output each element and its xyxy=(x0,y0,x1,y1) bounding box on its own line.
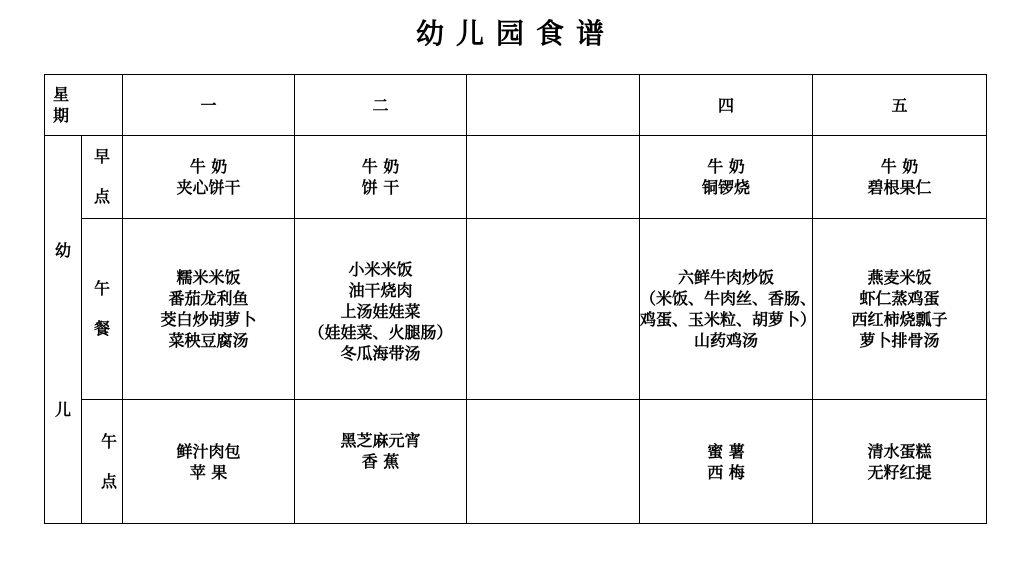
meal-name-char: 餐 xyxy=(94,319,111,338)
day-header-3 xyxy=(467,75,640,136)
menu-cell-empty xyxy=(467,400,640,524)
menu-item: 虾仁蒸鸡蛋 xyxy=(859,289,940,308)
menu-item: 碧根果仁 xyxy=(867,178,932,197)
meal-name-char: 午 xyxy=(101,431,118,451)
menu-item: 萝卜排骨汤 xyxy=(859,331,940,350)
page-title: 幼儿园食谱 xyxy=(415,17,616,50)
menu-item: 糯米米饭 xyxy=(176,268,241,287)
menu-item: 牛 奶 xyxy=(361,157,400,176)
day-header-5: 五 xyxy=(813,75,987,136)
meal-name-breakfast xyxy=(82,136,123,219)
menu-item: 牛 奶 xyxy=(880,157,919,176)
meal-row-snack xyxy=(45,400,987,524)
day-header-1: 一 xyxy=(123,75,295,136)
menu-item: 燕麦米饭 xyxy=(867,268,932,287)
menu-item: 小米米饭 xyxy=(348,260,413,279)
meal-name-snack xyxy=(82,400,123,524)
menu-item: 牛 奶 xyxy=(189,157,228,176)
menu-item: 香 蕉 xyxy=(361,452,400,471)
group-label-char: 幼 xyxy=(54,240,71,260)
menu-cell-empty xyxy=(467,136,640,219)
day-header-2: 二 xyxy=(295,75,467,136)
menu-cell xyxy=(640,400,813,524)
menu-item: 六鲜牛肉炒饭 xyxy=(678,268,775,287)
menu-cell-empty xyxy=(467,219,640,400)
meal-name-char: 点 xyxy=(94,187,111,206)
meal-name-lunch xyxy=(82,219,123,400)
menu-item: 无籽红提 xyxy=(867,462,932,482)
menu-item: 夹心饼干 xyxy=(176,178,241,197)
menu-item: 油干烧肉 xyxy=(348,281,413,300)
menu-item: 清水蛋糕 xyxy=(867,441,932,461)
meal-row-lunch xyxy=(45,219,987,400)
menu-item: 牛 奶 xyxy=(707,157,745,176)
menu-item: 山药鸡汤 xyxy=(694,331,759,350)
menu-item: 菜秧豆腐汤 xyxy=(168,331,249,350)
menu-cell xyxy=(813,219,987,400)
menu-item: 冬瓜海带汤 xyxy=(340,344,421,363)
menu-cell xyxy=(123,400,295,524)
meal-name-char: 早 xyxy=(94,147,111,166)
header-row xyxy=(45,75,987,136)
menu-cell xyxy=(123,136,295,219)
weekday-label: 星 期 xyxy=(45,75,123,136)
menu-item: 番茄龙利鱼 xyxy=(168,289,249,308)
menu-item: 西 梅 xyxy=(707,462,745,482)
menu-item: 蜜 薯 xyxy=(707,441,745,461)
menu-item: 铜锣烧 xyxy=(702,178,751,197)
meal-name-char: 午 xyxy=(94,279,111,298)
menu-cell xyxy=(123,219,295,400)
menu-cell xyxy=(295,219,467,400)
menu-item: 苹 果 xyxy=(189,462,228,482)
menu-table xyxy=(44,74,987,524)
menu-cell xyxy=(640,219,817,400)
menu-item: 鸡蛋、玉米粒、胡萝卜） xyxy=(640,310,817,329)
menu-cell xyxy=(813,136,987,219)
menu-item: 西红柿烧瓢子 xyxy=(851,310,948,329)
menu-item: （米饭、牛肉丝、香肠、 xyxy=(640,289,817,308)
meal-name-char: 点 xyxy=(101,471,118,491)
menu-item: 鲜汁肉包 xyxy=(176,441,241,461)
menu-item: 饼 干 xyxy=(361,178,400,197)
menu-item: 茭白炒胡萝卜 xyxy=(160,310,257,329)
meal-row-breakfast xyxy=(45,136,987,219)
group-label-char: 儿 xyxy=(54,399,71,419)
menu-item: （娃娃菜、火腿肠） xyxy=(308,323,453,342)
menu-cell xyxy=(640,136,813,219)
menu-cell xyxy=(295,400,467,524)
menu-cell xyxy=(813,400,987,524)
group-label xyxy=(45,136,82,524)
menu-cell xyxy=(295,136,467,219)
day-header-4: 四 xyxy=(640,75,813,136)
menu-item: 上汤娃娃菜 xyxy=(340,302,421,321)
menu-item: 黑芝麻元宵 xyxy=(340,431,421,450)
